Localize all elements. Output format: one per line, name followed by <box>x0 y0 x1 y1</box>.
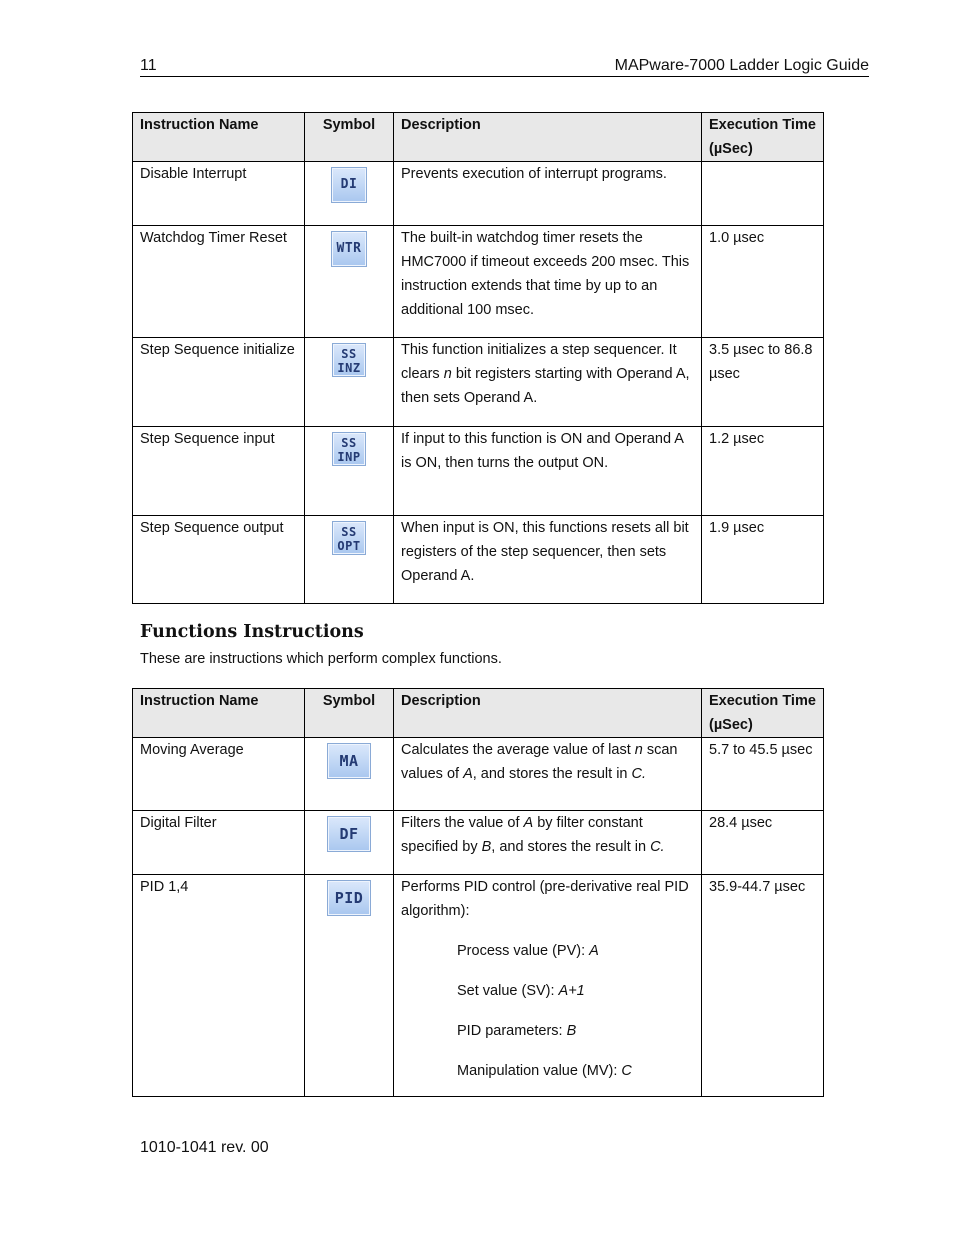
ma-symbol-icon: MA <box>327 743 371 779</box>
instruction-description: If input to this function is ON and Operand A is ON, then turns the output ON. <box>394 427 702 516</box>
table-row <box>133 427 824 516</box>
instruction-description: Prevents execution of interrupt programs. <box>394 162 702 226</box>
col-header-description: Description <box>394 689 702 738</box>
footer-doc-id: 1010-1041 rev. 00 <box>140 1139 269 1156</box>
col-header-description: Description <box>394 113 702 162</box>
pid-param-parameters: PID parameters: B <box>457 1023 577 1039</box>
instruction-description <box>394 875 702 1097</box>
instruction-table-2 <box>132 688 824 1097</box>
pid-symbol-icon: PID <box>327 880 371 916</box>
section-title: Functions Instructions <box>140 622 364 642</box>
table-row <box>133 875 824 1097</box>
col-header-name: Instruction Name <box>133 689 305 738</box>
table-row <box>133 811 824 875</box>
pid-param-pv: Process value (PV): A <box>457 943 599 959</box>
document-title: MAPware-7000 Ladder Logic Guide <box>614 57 869 74</box>
instruction-description: This function initializes a step sequencer. It clears n bit registers starting with Operand A, then sets Operand A. <box>394 338 702 427</box>
execution-time: 5.7 to 45.5 µsec <box>702 738 824 811</box>
instruction-name: Disable Interrupt <box>133 162 305 226</box>
wtr-symbol-icon: WTR <box>331 231 367 267</box>
table-header-row <box>133 113 824 162</box>
ss-opt-symbol-icon: SS OPT <box>332 521 366 555</box>
ss-inp-symbol-icon: SS INP <box>332 432 366 466</box>
execution-time: 35.9-44.7 µsec <box>702 875 824 1097</box>
col-header-symbol: Symbol <box>305 689 394 738</box>
execution-time: 28.4 µsec <box>702 811 824 875</box>
table-row <box>133 162 824 226</box>
table-header-row <box>133 689 824 738</box>
pid-description: Performs PID control (pre-derivative real PID algorithm): <box>401 879 689 919</box>
instruction-description: The built-in watchdog timer resets the HMC7000 if timeout exceeds 200 msec. This instruction extends that time by up to an additional 100 msec. <box>394 226 702 338</box>
table-row <box>133 226 824 338</box>
ss-inz-symbol-icon: SS INZ <box>332 343 366 377</box>
col-header-execution-time: Execution Time (µSec) <box>702 689 824 738</box>
execution-time: 3.5 µsec to 86.8 µsec <box>702 338 824 427</box>
execution-time: 1.0 µsec <box>702 226 824 338</box>
df-symbol-icon: DF <box>327 816 371 852</box>
table-row <box>133 516 824 604</box>
di-symbol-icon: DI <box>331 167 367 203</box>
execution-time: 1.9 µsec <box>702 516 824 604</box>
instruction-name: PID 1,4 <box>133 875 305 1097</box>
instruction-description: When input is ON, this functions resets all bit registers of the step sequencer, then sets Operand A. <box>394 516 702 604</box>
pid-param-mv: Manipulation value (MV): C <box>457 1063 632 1079</box>
instruction-name: Step Sequence output <box>133 516 305 604</box>
instruction-name: Digital Filter <box>133 811 305 875</box>
instruction-name: Watchdog Timer Reset <box>133 226 305 338</box>
col-header-execution-time: Execution Time (µSec) <box>702 113 824 162</box>
execution-time: 1.2 µsec <box>702 427 824 516</box>
instruction-name: Step Sequence input <box>133 427 305 516</box>
table-row <box>133 338 824 427</box>
instruction-description: Calculates the average value of last n scan values of A, and stores the result in C. <box>394 738 702 811</box>
page-number: 11 <box>140 57 157 74</box>
instruction-description: Filters the value of A by filter constant specified by B, and stores the result in C. <box>394 811 702 875</box>
instruction-name: Moving Average <box>133 738 305 811</box>
col-header-name: Instruction Name <box>133 113 305 162</box>
execution-time <box>702 162 824 226</box>
instruction-name: Step Sequence initialize <box>133 338 305 427</box>
col-header-symbol: Symbol <box>305 113 394 162</box>
pid-param-sv: Set value (SV): A+1 <box>457 983 585 999</box>
table-row <box>133 738 824 811</box>
page-header <box>140 55 869 77</box>
section-subtitle: These are instructions which perform complex functions. <box>140 651 502 667</box>
instruction-table-1 <box>132 112 824 604</box>
